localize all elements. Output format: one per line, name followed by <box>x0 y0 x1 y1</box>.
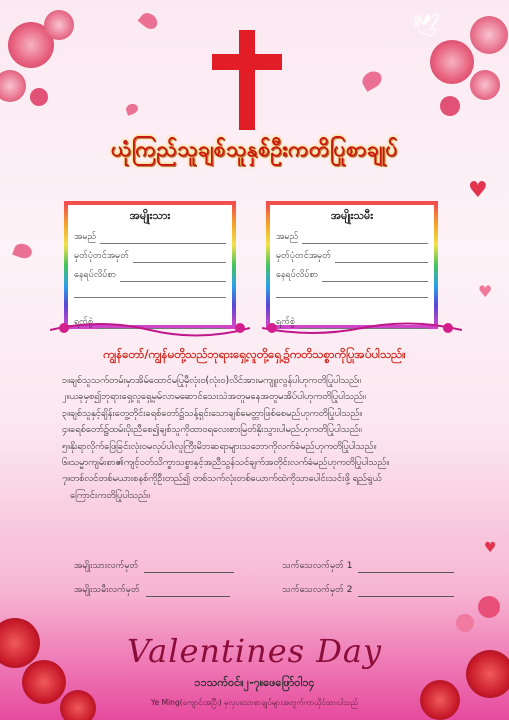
bride-box-heading: အမျိုးသမီး <box>330 209 374 222</box>
bride-signature-field[interactable]: ရက်စွဲ <box>276 316 428 329</box>
dove-icon: 🕊 <box>412 14 440 39</box>
vow-item: ၃။ချစ်သူနှင့်ချိန်းတွေ့တိုင်းခရစ်တော်၌သန့်ရှင်းသောချစ်မေတ္တာဖြစ်စေမည်ဟုကတိပြုပါသည်။ <box>62 407 363 419</box>
groom-address-line2[interactable] <box>74 290 226 298</box>
right-ornament <box>262 316 462 338</box>
heart-icon: ♥ <box>484 540 497 556</box>
heart-icon: ♥ <box>468 178 488 203</box>
vow-item: ၁။ချစ်သူသက်တမ်းမှာအိမ်ထောင်မပြုမှီလုံး၀(လုံး၀)လိင်အားမကျူးလွန်ပါဟုကတိပြုပါသည်။ <box>62 375 361 386</box>
vow-item: ၄။ခရစ်တော်၌ထမ်းပိုးညီစေ၍ချစ်သူကိုထာ၀ရလေးစားမြတ်နိုးသွားပါမည်ဟုကတိပြုပါသည်။ <box>62 424 362 436</box>
groom-box-heading: အမျိုးသား <box>129 209 171 222</box>
groom-signature-line[interactable]: အမျိုးသားလက်မှတ် <box>74 560 234 573</box>
certificate-title: ယုံကြည်သူချစ်သူနှစ်ဦးကတိပြုစာချုပ် <box>110 137 399 161</box>
vow-heading: ကျွန်တော်/ကျွန်မတို့သည်ဘုရားရှေ့လူတို့ရှေ့၌ကတိသစ္စာကိုပြုအပ်ပါသည်။ <box>103 347 406 361</box>
vow-item: ၇။တစ်လင်တစ်မယားစနစ်ကိုဦးတည်၍ တစ်သက်လုံးတစ်ယောက်ထဲကိုသာပေါင်းသင်းဖို့ ရည်ရွယ် <box>62 473 382 485</box>
vow-item: ၂။ယခုမှစ၍ဘုရားရှေ့လူရှေ့မှမ်လာမဆောင်သေးသဲအတူမနေအတူမအိပ်ပါဟုကတိပြုပါသည်။ <box>62 391 366 403</box>
cross-icon <box>212 30 282 130</box>
left-ornament <box>50 316 250 338</box>
bride-address-field[interactable]: နေရပ်လိပ်စာ <box>276 269 428 282</box>
bride-address-line2[interactable] <box>276 290 428 298</box>
heart-icon: ♥ <box>478 282 493 301</box>
witness1-signature-line[interactable]: သက်သေလက်မှတ် 1 <box>282 560 454 573</box>
valentines-day-script: Valentines Day <box>126 632 383 670</box>
groom-address-field[interactable]: နေရပ်လိပ်စာ <box>74 269 226 282</box>
bride-id-field[interactable]: မှတ်ပုံတင်အမှတ် <box>276 250 428 263</box>
bride-name-field[interactable]: အမည် <box>276 231 428 244</box>
groom-signature-field[interactable]: ရက်စွဲ <box>74 316 226 329</box>
certificate-date: ၁၁သက်ဝင်။၂-၇။ဖေဖြော်ဝါ၁၄ <box>194 676 315 689</box>
vow-item: ၅။နိုးရာလိုက်ဖြေခြင်းလုံးဝမလုပ်ပါ၊လူကြီးမိဘဆရာများသဘောကိုလက်ခံမည်ဟုကတိပြုပါသည်။ <box>62 440 377 452</box>
vow-item: ကြောင်းကတိပြုပါသည်။ <box>70 489 150 501</box>
witness2-signature-line[interactable]: သက်သေလက်မှတ် 2 <box>282 584 454 597</box>
groom-details-box <box>64 201 236 329</box>
bride-details-box <box>266 201 438 329</box>
vow-list <box>62 373 462 504</box>
credit-line: Ye Ming(ကျောင်းအပြီး) မှလှပသောစာချုပ်များအတွက်ကာယိုင်ထားပါသည် <box>151 698 358 707</box>
groom-id-field[interactable]: မှတ်ပုံတင်အမှတ် <box>74 250 226 263</box>
bride-signature-line[interactable]: အမျိုးသမီးလက်မှတ် <box>74 584 230 597</box>
vow-item: ၆။သမ္မာကျမ်းစာ၏ကျင့်ဝတ်သိက္ခာသစ္စာနှင့်အညီသွန်သင်ချက်အတိုင်းလက်ခံမည်ဟုကတိပြုပါသည်။ <box>62 457 390 469</box>
groom-name-field[interactable]: အမည် <box>74 231 226 244</box>
